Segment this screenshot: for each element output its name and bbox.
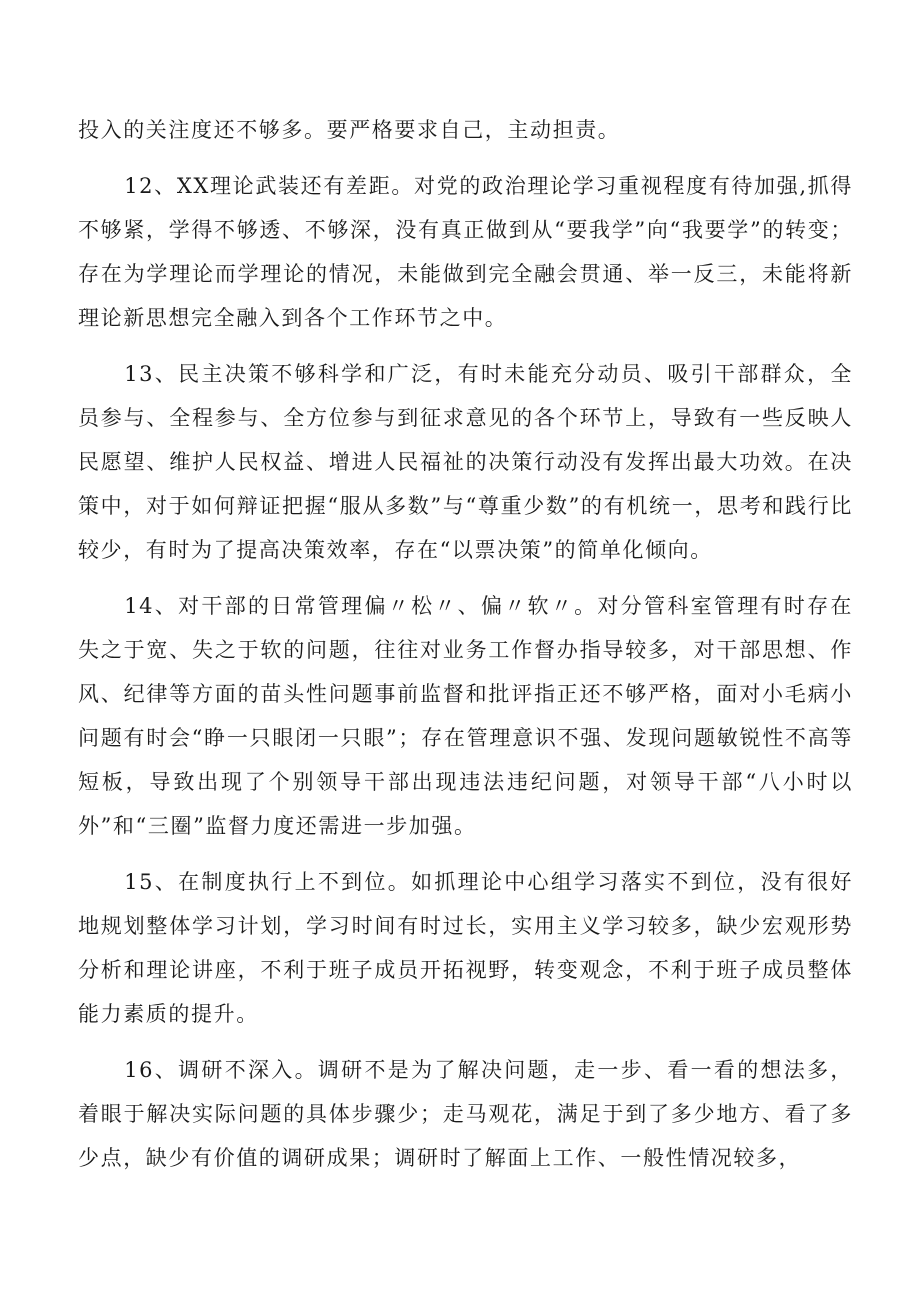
paragraph-item-14: 14、对干部的日常管理偏〃松〃、偏〃软〃。对分管科室管理有时存在失之于宽、失之于软的问题，往往对业务工作督办指导较多，对干部思想、作风、纪律等方面的苗头性问题事前监督和批评指正还不够严格，面对小毛病小问题有时会“睁一只眼闭一只眼”；存在管理意识不强、发现问题敏锐性不高等短板，导致出现了个别领导干部出现违法违纪问题，对领导干部“八小时以外”和“三圈”监督力度还需进一步加强。 (78, 594, 853, 838)
paragraph-item-15: 15、在制度执行上不到位。如抓理论中心组学习落实不到位，没有很好地规划整体学习计划，学习时间有时过长，实用主义学习较多，缺少宏观形势分析和理论讲座，不利于班子成员开拓视野，转变观念，不利于班子成员整体能力素质的提升。 (78, 870, 853, 1026)
paragraph-item-16: 16、调研不深入。调研不是为了解决问题，走一步、看一看的想法多，着眼于解决实际问题的具体步骤少；走马观花，满足于到了多少地方、看了多少点，缺少有价值的调研成果；调研时了解面上工作、一般性情况较多， (78, 1058, 853, 1170)
paragraph-item-13: 13、民主决策不够科学和广泛，有时未能充分动员、吸引干部群众，全员参与、全程参与、全方位参与到征求意见的各个环节上，导致有一些反映人民愿望、维护人民权益、增进人民福祉的决策行动没有发挥出最大功效。在决策中，对于如何辩证把握“服从多数”与“尊重少数”的有机统一，思考和践行比较少，有时为了提高决策效率，存在“以票决策”的简单化倾向。 (78, 362, 853, 562)
paragraph-item-12: 12、XX理论武装还有差距。对党的政治理论学习重视程度有待加强,抓得不够紧，学得不够透、不够深，没有真正做到从“要我学”向“我要学”的转变；存在为学理论而学理论的情况，未能做到完全融会贯通、举一反三，未能将新理论新思想完全融入到各个工作环节之中。 (78, 174, 853, 330)
document-body (78, 108, 853, 1180)
paragraph-continued: 投入的关注度还不够多。要严格要求自己，主动担责。 (78, 118, 621, 142)
